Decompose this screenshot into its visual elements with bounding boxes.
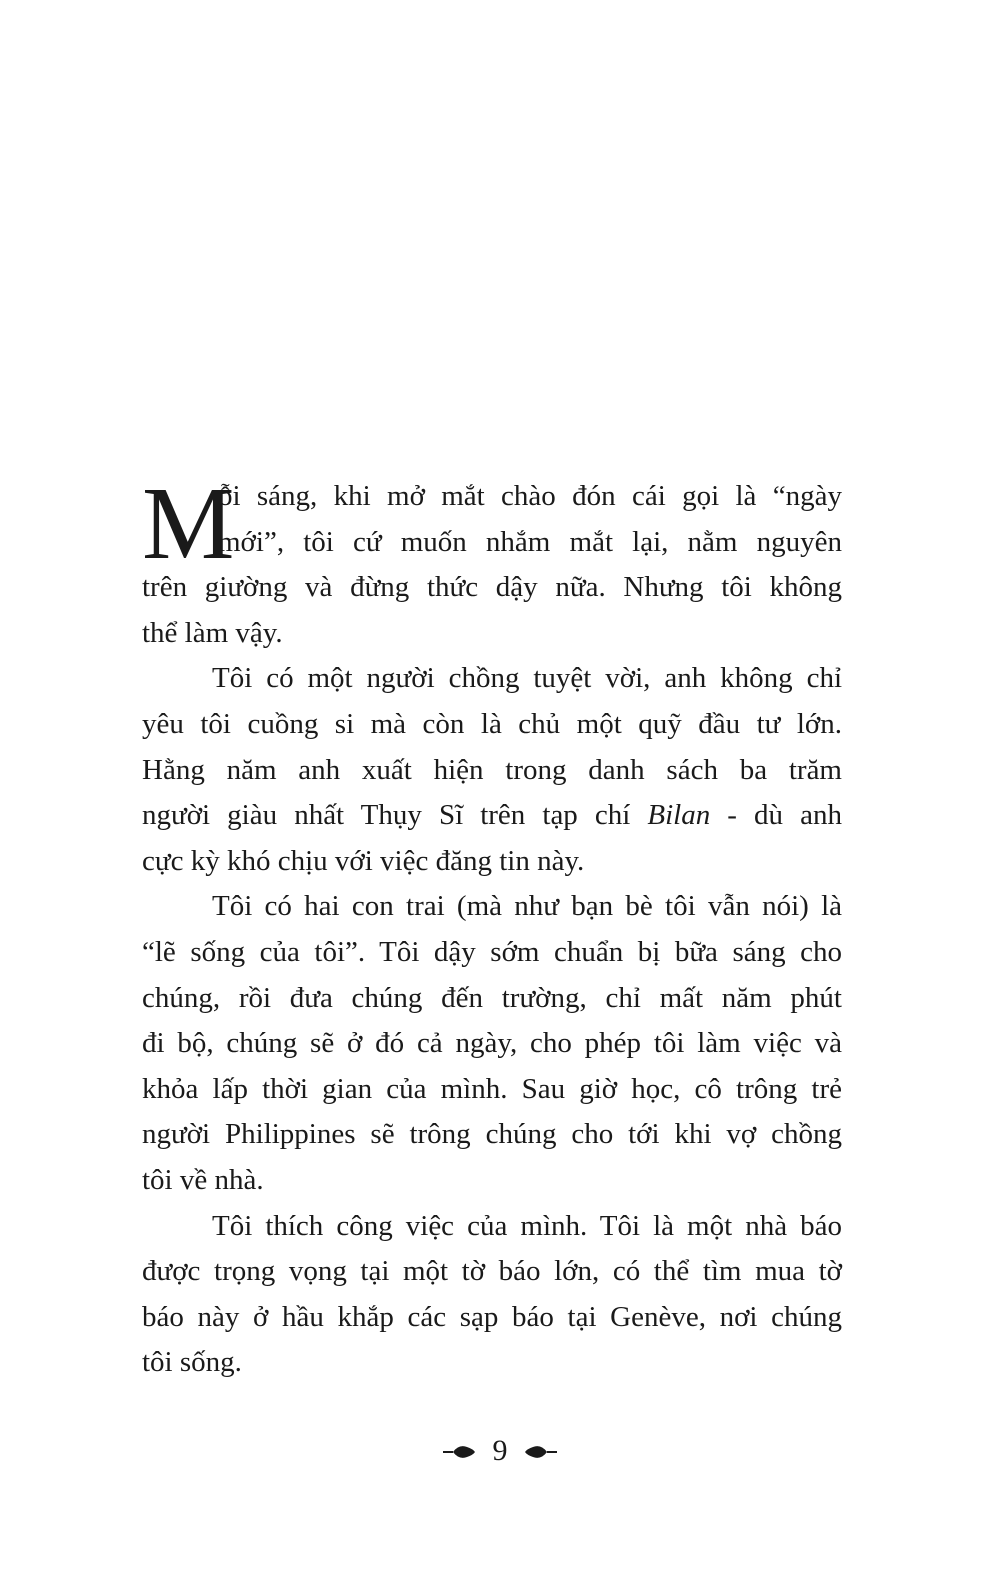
text-line: Tôi có hai con trai (mà như bạn bè tôi vẫn nói) là <box>212 890 842 923</box>
text-line: “lẽ sống của tôi”. Tôi dậy sớm chuẩn bị bữa sáng cho <box>142 935 842 968</box>
drop-cap: M <box>142 466 235 581</box>
text-line <box>142 793 842 839</box>
fleuron-icon <box>523 1434 557 1468</box>
body-text <box>142 466 842 1386</box>
text-line: chúng, rồi đưa chúng đến trường, chỉ mất năm phút <box>142 981 842 1014</box>
text-line: thể làm vậy. <box>142 616 283 649</box>
page-number: 9 <box>492 1434 508 1468</box>
text-line: ỗi sáng, khi mở mắt chào đón cái gọi là “ngày <box>218 480 842 512</box>
text-line: trên giường và đừng thức dậy nữa. Nhưng tôi không <box>142 571 842 604</box>
page-footer <box>0 1432 1000 1468</box>
text-line: mới”, tôi cứ muốn nhắm mắt lại, nằm nguyên <box>218 525 842 558</box>
text-line: tôi sống. <box>142 1346 242 1379</box>
text-line: được trọng vọng tại một tờ báo lớn, có thể tìm mua tờ <box>142 1255 842 1288</box>
text-line: báo này ở hầu khắp các sạp báo tại Genève, nơi chúng <box>142 1300 842 1333</box>
text-line: cực kỳ khó chịu với việc đăng tin này. <box>142 844 585 877</box>
text-segment: người giàu nhất Thụy Sĩ trên tạp chí <box>142 799 648 832</box>
text-line: tôi về nhà. <box>142 1163 264 1196</box>
text-line: người Philippines sẽ trông chúng cho tới khi vợ chồng <box>142 1118 842 1151</box>
text-line: Tôi thích công việc của mình. Tôi là một nhà báo <box>212 1209 842 1242</box>
text-line: khỏa lấp thời gian của mình. Sau giờ học, cô trông trẻ <box>142 1072 842 1105</box>
text-segment: - dù anh <box>710 799 842 832</box>
text-line: Hằng năm anh xuất hiện trong danh sách ba trăm <box>142 753 842 786</box>
text-line: Tôi có một người chồng tuyệt vời, anh không chỉ <box>212 662 842 695</box>
text-line: yêu tôi cuồng si mà còn là chủ một quỹ đầu tư lớn. <box>142 707 842 740</box>
text-line: đi bộ, chúng sẽ ở đó cả ngày, cho phép tôi làm việc và <box>142 1027 842 1060</box>
italic-title: Bilan <box>647 799 711 832</box>
fleuron-icon <box>443 1434 477 1468</box>
